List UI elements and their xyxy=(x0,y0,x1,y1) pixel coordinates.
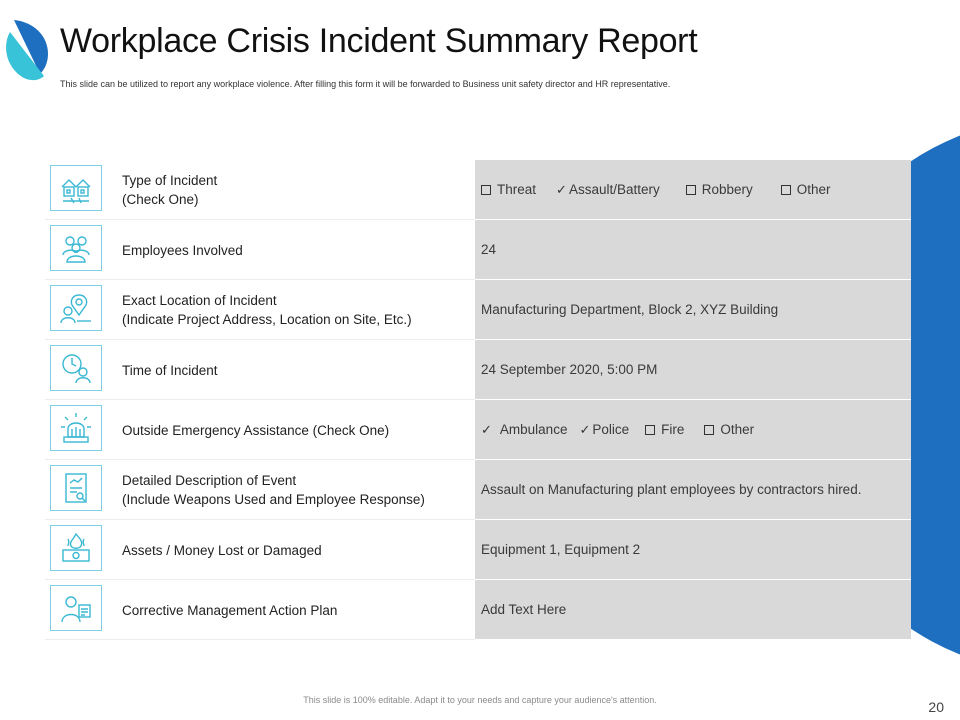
row-value xyxy=(475,400,911,460)
checkbox-icon xyxy=(686,185,696,195)
row-label: Corrective Management Action Plan xyxy=(122,602,338,618)
option-other[interactable]: Other xyxy=(704,422,754,437)
people-group-icon xyxy=(50,225,102,271)
row-value: 24 September 2020, 5:00 PM xyxy=(475,340,911,400)
option-assault-battery[interactable]: ✓ Assault/Battery xyxy=(556,181,660,197)
row-label: Exact Location of Incident xyxy=(122,293,277,308)
row-label: Detailed Description of Event xyxy=(122,473,297,488)
row-label-hint: (Include Weapons Used and Employee Response) xyxy=(122,492,425,507)
checkmark-icon: ✓ xyxy=(556,181,567,197)
option-threat[interactable]: Threat xyxy=(481,182,536,197)
clock-person-icon xyxy=(50,345,102,391)
row-label: Assets / Money Lost or Damaged xyxy=(122,542,322,558)
option-police[interactable]: ✓ Police xyxy=(579,421,630,437)
row-label: Type of Incident xyxy=(122,173,218,188)
manager-board-icon xyxy=(50,585,102,631)
money-fire-icon xyxy=(50,525,102,571)
option-robbery[interactable]: Robbery xyxy=(686,182,753,197)
table-row xyxy=(45,460,911,520)
checkbox-icon xyxy=(704,425,714,435)
row-label-hint: (Indicate Project Address, Location on Site, Etc.) xyxy=(122,312,412,327)
table-row xyxy=(45,220,911,280)
table-row xyxy=(45,160,911,220)
table-row xyxy=(45,280,911,340)
checkbox-icon xyxy=(781,185,791,195)
houses-icon xyxy=(50,165,102,211)
row-label: Employees Involved xyxy=(122,242,243,258)
row-label: Time of Incident xyxy=(122,362,218,378)
page-subtitle: This slide can be utilized to report any workplace violence. After filling this form it will be forwarded to Business unit safety director and HR representative. xyxy=(60,79,671,89)
row-value: Manufacturing Department, Block 2, XYZ Building xyxy=(475,280,911,340)
option-other[interactable]: Other xyxy=(781,182,831,197)
row-value: 24 xyxy=(475,220,911,280)
table-row xyxy=(45,580,911,640)
footer-note: This slide is 100% editable. Adapt it to your needs and capture your audience's attention. xyxy=(303,695,657,705)
page-number: 20 xyxy=(928,699,944,715)
row-label-hint: (Check One) xyxy=(122,192,199,207)
checkmark-icon: ✓ xyxy=(481,421,492,437)
table-row xyxy=(45,400,911,460)
row-value[interactable]: Add Text Here xyxy=(475,580,911,640)
location-pin-icon xyxy=(50,285,102,331)
incident-summary-table xyxy=(45,160,911,640)
option-fire[interactable]: Fire xyxy=(645,422,684,437)
row-value: Assault on Manufacturing plant employees by contractors hired. xyxy=(475,460,911,520)
logo-icon xyxy=(4,18,50,88)
siren-icon xyxy=(50,405,102,451)
row-label: Outside Emergency Assistance (Check One) xyxy=(122,422,390,438)
checkbox-icon xyxy=(645,425,655,435)
row-value xyxy=(475,160,911,220)
checkbox-icon xyxy=(481,185,491,195)
table-row xyxy=(45,520,911,580)
row-value: Equipment 1, Equipment 2 xyxy=(475,520,911,580)
option-ambulance[interactable]: ✓ Ambulance xyxy=(481,421,568,437)
page-title: Workplace Crisis Incident Summary Report xyxy=(60,22,698,60)
checkmark-icon: ✓ xyxy=(579,421,591,437)
report-document-icon xyxy=(50,465,102,511)
table-row xyxy=(45,340,911,400)
